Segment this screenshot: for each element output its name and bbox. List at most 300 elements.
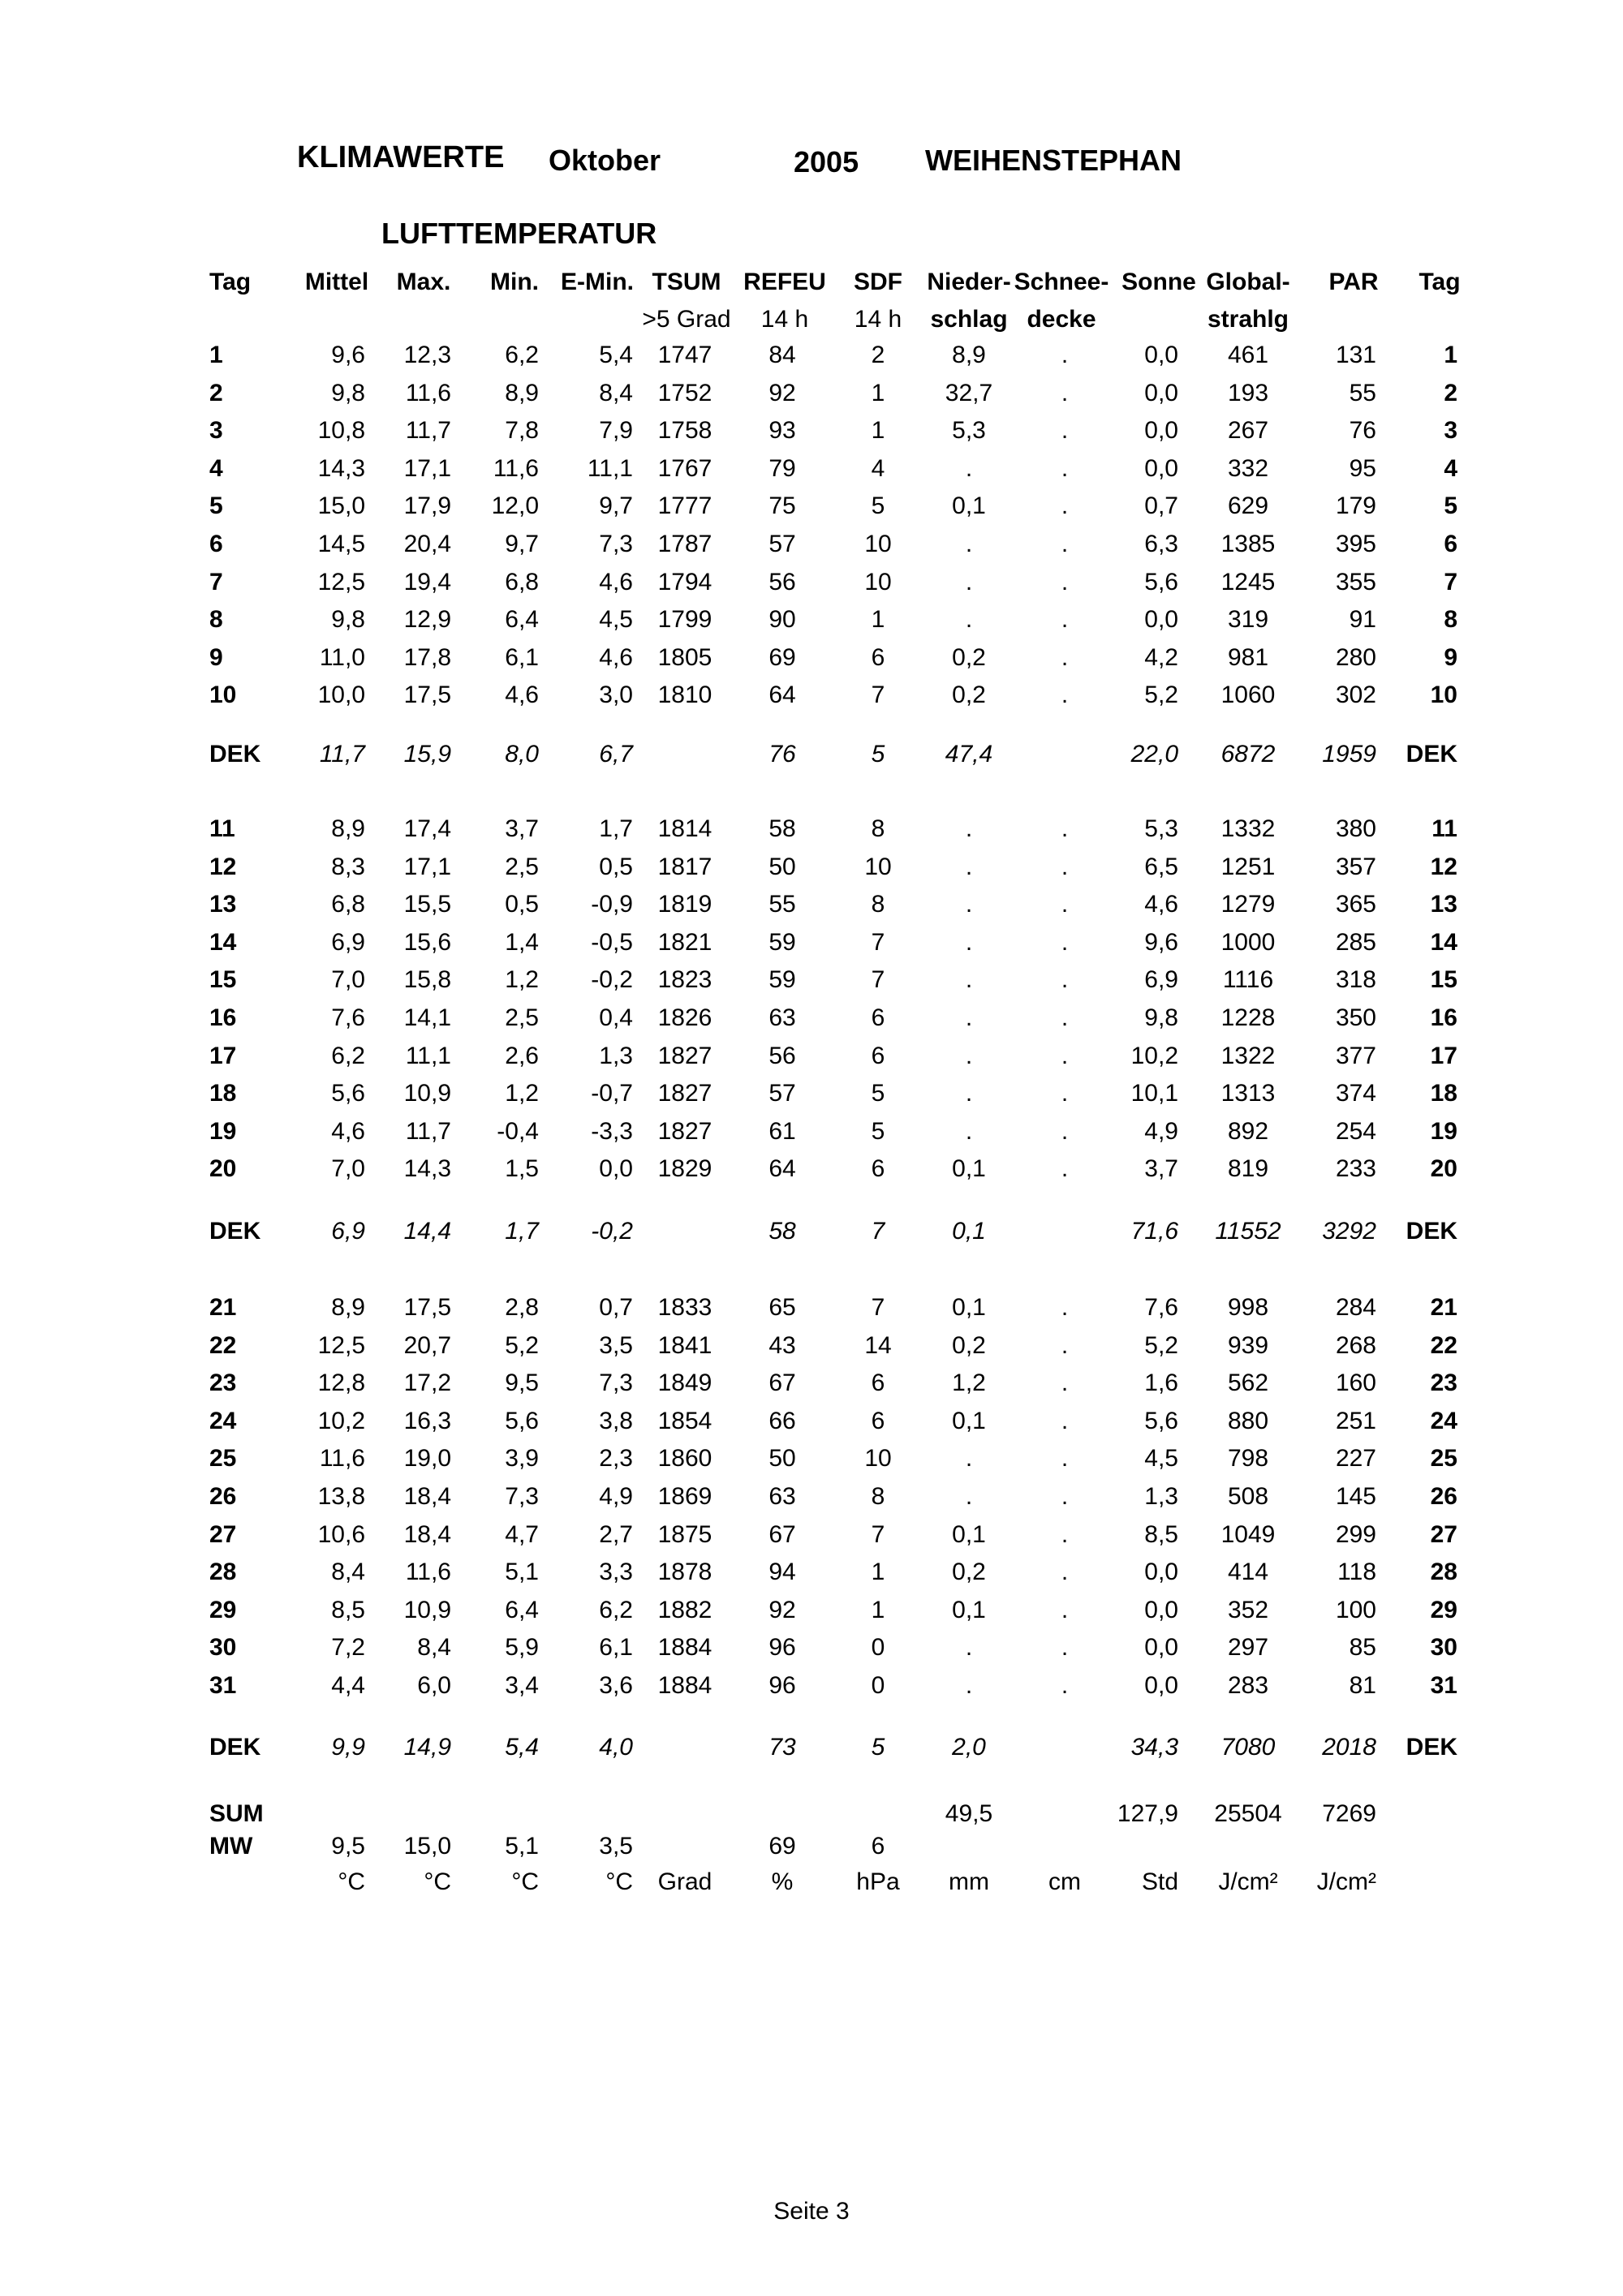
table-cell: 1228: [1220, 1004, 1276, 1031]
table-cell: 4,0: [599, 1734, 633, 1761]
table-cell: 57: [768, 1080, 796, 1107]
table-cell: 2,5: [505, 853, 539, 880]
table-cell: Grad: [657, 1868, 712, 1895]
table-cell: °C: [424, 1868, 451, 1895]
table-cell: 1794: [657, 568, 712, 595]
table-cell: 0,1: [952, 1155, 986, 1183]
table-cell: 63: [768, 1483, 796, 1510]
table-cell: 0,0: [1144, 606, 1178, 634]
table-cell: 67: [768, 1520, 796, 1548]
table-row: [0, 1369, 1623, 1401]
table-cell: .: [1061, 966, 1069, 994]
table-cell: 4,5: [599, 606, 633, 634]
table-cell: .: [965, 1445, 973, 1473]
table-cell: 15,5: [403, 891, 451, 918]
table-cell: .: [1061, 1042, 1069, 1069]
table-cell: 20,4: [403, 531, 451, 557]
table-cell: .: [1061, 928, 1069, 956]
table-cell: 96: [768, 1672, 796, 1699]
header-cell: TSUM: [652, 269, 721, 295]
table-cell: 4,4: [331, 1672, 365, 1699]
table-cell: 819: [1227, 1155, 1269, 1183]
header-cell: Global-: [1206, 269, 1290, 295]
table-cell: 0,1: [952, 1294, 986, 1321]
table-cell: 1817: [657, 853, 712, 880]
table-cell: 1823: [657, 966, 712, 994]
table-cell: 7,9: [599, 417, 633, 445]
table-row: [0, 1293, 1623, 1326]
table-cell: 6: [871, 1407, 885, 1434]
table-cell: .: [1061, 379, 1069, 406]
table-cell: 15,8: [403, 966, 451, 994]
table-cell: 6,7: [599, 741, 633, 767]
table-cell: 0,0: [1144, 342, 1178, 368]
table-cell: .: [965, 1042, 973, 1069]
row-label: 15: [209, 966, 237, 994]
table-cell: 64: [768, 681, 796, 709]
table-cell: .: [965, 531, 973, 557]
row-label: 21: [209, 1294, 237, 1321]
row-label: DEK: [209, 1734, 261, 1761]
row-label: SUM: [209, 1800, 264, 1827]
table-cell: 11,0: [319, 643, 365, 671]
table-cell: .: [965, 1483, 973, 1510]
table-cell: -0,2: [591, 1218, 633, 1245]
table-cell: 3,9: [505, 1445, 539, 1473]
table-cell: 1959: [1322, 741, 1376, 767]
table-cell: 5,2: [1144, 681, 1178, 709]
table-row: [0, 1671, 1623, 1704]
table-cell: 15,6: [403, 928, 451, 956]
row-label: 10: [1430, 681, 1457, 709]
table-cell: 8,3: [331, 853, 365, 880]
table-cell: 1060: [1220, 681, 1276, 709]
header-cell: schlag: [930, 306, 1008, 333]
row-label: 10: [209, 681, 237, 709]
table-cell: 17,5: [403, 1294, 451, 1321]
table-cell: 56: [768, 1042, 796, 1069]
table-cell: 2,0: [952, 1734, 986, 1761]
table-cell: .: [1061, 492, 1069, 520]
table-cell: 193: [1227, 379, 1269, 406]
table-row: [0, 1042, 1623, 1074]
table-cell: 15,9: [403, 741, 451, 767]
table-cell: .: [965, 1634, 973, 1662]
row-label: 26: [209, 1483, 237, 1510]
table-cell: 12,5: [317, 568, 365, 595]
table-cell: 9,8: [331, 379, 365, 406]
table-cell: 1882: [657, 1596, 712, 1623]
table-cell: 3,6: [599, 1672, 633, 1699]
table-cell: 318: [1335, 966, 1376, 994]
header-cell: 14 h: [854, 306, 902, 333]
table-cell: 1826: [657, 1004, 712, 1031]
table-cell: 6,9: [331, 1218, 365, 1245]
table-cell: 12,3: [403, 342, 451, 368]
table-row: [0, 1331, 1623, 1364]
table-cell: 6: [871, 1004, 885, 1031]
table-cell: 280: [1335, 643, 1376, 671]
table-cell: 56: [768, 568, 796, 595]
table-row: [0, 530, 1623, 562]
table-cell: 1,2: [505, 966, 539, 994]
table-cell: J/cm²: [1316, 1868, 1376, 1895]
table-cell: 6,1: [505, 643, 539, 671]
table-cell: 4,6: [599, 568, 633, 595]
row-label: 5: [1444, 492, 1457, 520]
table-cell: 880: [1227, 1407, 1269, 1434]
row-label: 25: [1430, 1445, 1457, 1473]
table-cell: 14,1: [403, 1004, 451, 1031]
table-cell: -0,5: [591, 928, 633, 956]
table-cell: 0,1: [952, 492, 986, 520]
table-cell: 96: [768, 1634, 796, 1662]
table-cell: 49,5: [945, 1800, 993, 1827]
table-cell: 18,4: [403, 1520, 451, 1548]
table-cell: 6,4: [505, 606, 539, 634]
table-cell: 1758: [657, 417, 712, 445]
table-cell: 8,9: [331, 815, 365, 842]
table-cell: 3292: [1322, 1218, 1376, 1245]
table-cell: 7: [871, 928, 885, 956]
table-cell: 5: [871, 741, 885, 767]
row-label: 23: [1430, 1369, 1457, 1397]
table-cell: 11,1: [405, 1042, 451, 1069]
table-cell: 6,2: [599, 1596, 633, 1623]
table-row: [0, 1154, 1623, 1187]
table-cell: 357: [1335, 853, 1376, 880]
table-cell: 64: [768, 1155, 796, 1183]
row-label: 4: [1444, 454, 1457, 482]
table-cell: 8,0: [505, 741, 539, 767]
table-cell: .: [1061, 1672, 1069, 1699]
table-cell: 12,9: [403, 606, 451, 634]
row-label: 29: [209, 1596, 237, 1623]
table-cell: 1827: [657, 1042, 712, 1069]
table-cell: 5,6: [505, 1407, 539, 1434]
row-label: 17: [209, 1042, 237, 1069]
table-cell: 19,0: [403, 1445, 451, 1473]
table-cell: 1805: [657, 643, 712, 671]
decade-row: [0, 1217, 1623, 1249]
row-label: 6: [209, 531, 223, 557]
row-label: 4: [209, 454, 223, 482]
table-cell: 1,5: [505, 1155, 539, 1183]
table-cell: 1819: [657, 891, 712, 918]
table-cell: .: [1061, 1596, 1069, 1623]
table-cell: 8,4: [331, 1559, 365, 1586]
table-cell: 19,4: [403, 568, 451, 595]
table-cell: 352: [1227, 1596, 1269, 1623]
table-cell: .: [1061, 606, 1069, 634]
row-label: 30: [1430, 1634, 1457, 1662]
table-cell: 11,7: [405, 1117, 451, 1145]
table-row: [0, 1407, 1623, 1439]
table-cell: 59: [768, 928, 796, 956]
mean-row: [0, 1832, 1623, 1864]
table-cell: .: [965, 1117, 973, 1145]
table-cell: 2,6: [505, 1042, 539, 1069]
table-cell: 4,9: [599, 1483, 633, 1510]
table-cell: 8,9: [952, 342, 986, 368]
table-cell: .: [1061, 454, 1069, 482]
table-cell: mm: [949, 1868, 989, 1895]
table-cell: 9,6: [1144, 928, 1178, 956]
row-label: 9: [1444, 643, 1457, 671]
table-cell: 10,2: [1130, 1042, 1178, 1069]
table-cell: 5,9: [505, 1634, 539, 1662]
table-cell: 0: [871, 1672, 885, 1699]
header-cell: SDF: [854, 269, 902, 295]
table-cell: 629: [1227, 492, 1269, 520]
table-cell: .: [1061, 1331, 1069, 1359]
table-cell: 12,8: [317, 1369, 365, 1397]
table-cell: 4,6: [505, 681, 539, 709]
header-cell: Min.: [490, 269, 539, 295]
table-cell: 2,5: [505, 1004, 539, 1031]
row-label: 27: [209, 1520, 237, 1548]
table-cell: 0,5: [599, 853, 633, 880]
table-cell: 1049: [1220, 1520, 1276, 1548]
table-cell: 8,5: [331, 1596, 365, 1623]
table-cell: 6,1: [599, 1634, 633, 1662]
row-label: 21: [1430, 1294, 1457, 1321]
table-cell: 5: [871, 1080, 885, 1107]
table-cell: 69: [768, 1833, 796, 1860]
row-label: 3: [209, 417, 223, 445]
table-row: [0, 568, 1623, 600]
table-cell: 7269: [1322, 1800, 1376, 1827]
table-cell: 8: [871, 1483, 885, 1510]
table-cell: 1810: [657, 681, 712, 709]
table-cell: 1,4: [505, 928, 539, 956]
table-cell: .: [1061, 1407, 1069, 1434]
table-cell: 2,3: [599, 1445, 633, 1473]
table-cell: 14,5: [317, 531, 365, 557]
table-cell: .: [1061, 643, 1069, 671]
table-cell: 1: [871, 606, 885, 634]
table-cell: .: [1061, 568, 1069, 595]
table-cell: 0,0: [1144, 417, 1178, 445]
table-cell: 12,5: [317, 1331, 365, 1359]
table-cell: 1814: [657, 815, 712, 842]
table-cell: 0: [871, 1634, 885, 1662]
header-cell: E-Min.: [561, 269, 634, 295]
table-cell: 4,5: [1144, 1445, 1178, 1473]
title-year: 2005: [794, 145, 859, 178]
header-cell: Nieder-: [927, 269, 1011, 295]
table-cell: 71,6: [1130, 1218, 1178, 1245]
table-cell: .: [1061, 1369, 1069, 1397]
row-label: 1: [1444, 342, 1457, 368]
table-cell: 10,9: [403, 1596, 451, 1623]
table-cell: 9,5: [505, 1369, 539, 1397]
table-cell: 380: [1335, 815, 1376, 842]
table-cell: 1875: [657, 1520, 712, 1548]
table-cell: .: [965, 1004, 973, 1031]
table-cell: 145: [1335, 1483, 1376, 1510]
row-label: 26: [1430, 1483, 1457, 1510]
row-label: 5: [209, 492, 223, 520]
table-row: [0, 965, 1623, 998]
table-cell: 4: [871, 454, 885, 482]
row-label: 18: [1430, 1080, 1457, 1107]
row-label: 2: [209, 379, 223, 406]
table-cell: 0,1: [952, 1218, 986, 1245]
table-cell: 377: [1335, 1042, 1376, 1069]
table-cell: 4,6: [599, 643, 633, 671]
table-cell: 10: [864, 853, 892, 880]
row-label: DEK: [1406, 1734, 1457, 1761]
row-label: 8: [1444, 606, 1457, 634]
table-cell: 319: [1227, 606, 1269, 634]
table-row: [0, 492, 1623, 524]
row-label: 20: [209, 1155, 237, 1183]
table-cell: 3,0: [599, 681, 633, 709]
table-cell: 118: [1337, 1559, 1376, 1586]
row-label: 9: [209, 643, 223, 671]
table-cell: 1821: [657, 928, 712, 956]
row-label: 16: [1430, 1004, 1457, 1031]
table-cell: 365: [1335, 891, 1376, 918]
table-cell: 5,1: [505, 1833, 539, 1860]
table-cell: 6,2: [331, 1042, 365, 1069]
table-cell: 0,0: [1144, 1559, 1178, 1586]
table-cell: 0,7: [599, 1294, 633, 1321]
table-cell: 3,5: [599, 1331, 633, 1359]
table-cell: 7,2: [331, 1634, 365, 1662]
table-cell: .: [965, 1672, 973, 1699]
table-cell: 6: [871, 1833, 885, 1860]
table-cell: .: [1061, 531, 1069, 557]
table-cell: 3,8: [599, 1407, 633, 1434]
table-row: [0, 681, 1623, 713]
row-label: 12: [1430, 853, 1457, 880]
table-cell: 14: [864, 1331, 892, 1359]
table-cell: 1,2: [505, 1080, 539, 1107]
table-cell: .: [965, 1080, 973, 1107]
header-cell: Tag: [209, 269, 252, 295]
row-label: 24: [1430, 1407, 1457, 1434]
table-cell: 55: [1349, 379, 1376, 406]
table-cell: 17,9: [403, 492, 451, 520]
row-label: DEK: [209, 741, 261, 767]
table-cell: 892: [1227, 1117, 1269, 1145]
table-cell: 15,0: [403, 1833, 451, 1860]
table-cell: 8,9: [331, 1294, 365, 1321]
decade-row: [0, 1733, 1623, 1765]
table-cell: 14,3: [403, 1155, 451, 1183]
table-cell: 5,4: [505, 1734, 539, 1761]
header-cell: Max.: [396, 269, 451, 295]
table-cell: 6,9: [331, 928, 365, 956]
table-cell: 798: [1227, 1445, 1269, 1473]
table-cell: -3,3: [591, 1117, 633, 1145]
table-row: [0, 643, 1623, 676]
table-cell: 17,1: [403, 853, 451, 880]
table-cell: .: [1061, 1520, 1069, 1548]
table-cell: 7,8: [505, 417, 539, 445]
table-cell: .: [965, 606, 973, 634]
table-cell: 63: [768, 1004, 796, 1031]
table-cell: .: [1061, 1080, 1069, 1107]
row-label: 28: [209, 1559, 237, 1586]
table-cell: 1833: [657, 1294, 712, 1321]
table-cell: 57: [768, 531, 796, 557]
table-cell: 1767: [657, 454, 712, 482]
table-cell: .: [965, 853, 973, 880]
table-cell: 0,5: [505, 891, 539, 918]
table-cell: 1,7: [599, 815, 633, 842]
table-cell: .: [1061, 1117, 1069, 1145]
table-cell: 90: [768, 606, 796, 634]
table-cell: 3,4: [505, 1672, 539, 1699]
table-cell: .: [965, 568, 973, 595]
table-cell: 1: [871, 1596, 885, 1623]
table-cell: °C: [605, 1868, 633, 1895]
table-cell: 11,6: [493, 454, 539, 482]
table-cell: 5,6: [1144, 568, 1178, 595]
table-cell: 0,0: [1144, 454, 1178, 482]
table-cell: 227: [1335, 1445, 1376, 1473]
table-cell: 355: [1335, 568, 1376, 595]
table-cell: 2: [871, 342, 885, 368]
table-cell: 11,7: [405, 417, 451, 445]
table-cell: 17,1: [403, 454, 451, 482]
table-cell: 7: [871, 966, 885, 994]
table-cell: 3,3: [599, 1559, 633, 1586]
table-cell: hPa: [856, 1868, 900, 1895]
table-row: [0, 1444, 1623, 1477]
table-cell: 7,3: [505, 1483, 539, 1510]
row-label: 2: [1444, 379, 1457, 406]
header-cell: >5 Grad: [642, 306, 731, 333]
table-cell: 58: [768, 815, 796, 842]
table-cell: 6: [871, 1155, 885, 1183]
table-cell: 414: [1227, 1559, 1269, 1586]
row-label: 11: [1431, 815, 1457, 842]
table-row: [0, 341, 1623, 373]
table-cell: 1,6: [1144, 1369, 1178, 1397]
table-cell: 6: [871, 1369, 885, 1397]
table-cell: .: [965, 928, 973, 956]
table-cell: 4,6: [1144, 891, 1178, 918]
row-label: 3: [1444, 417, 1457, 445]
table-cell: 6,2: [505, 342, 539, 368]
table-cell: 1: [871, 379, 885, 406]
row-label: 29: [1430, 1596, 1457, 1623]
table-cell: 251: [1335, 1407, 1376, 1434]
table-cell: 8: [871, 815, 885, 842]
table-cell: 254: [1335, 1117, 1376, 1145]
row-label: 1: [209, 342, 223, 368]
table-cell: 131: [1335, 342, 1376, 368]
table-cell: 1884: [657, 1672, 712, 1699]
table-cell: 76: [1349, 417, 1376, 445]
table-row: [0, 1482, 1623, 1515]
table-cell: 11,6: [319, 1445, 365, 1473]
table-cell: 5,2: [505, 1331, 539, 1359]
table-cell: 179: [1335, 492, 1376, 520]
table-cell: 9,9: [331, 1734, 365, 1761]
header-cell: Schnee-: [1014, 269, 1109, 295]
table-cell: 7: [871, 1520, 885, 1548]
table-cell: 5,2: [1144, 1331, 1178, 1359]
table-cell: 10,9: [403, 1080, 451, 1107]
table-cell: 1000: [1220, 928, 1276, 956]
table-cell: 7,3: [599, 1369, 633, 1397]
table-cell: 1829: [657, 1155, 712, 1183]
